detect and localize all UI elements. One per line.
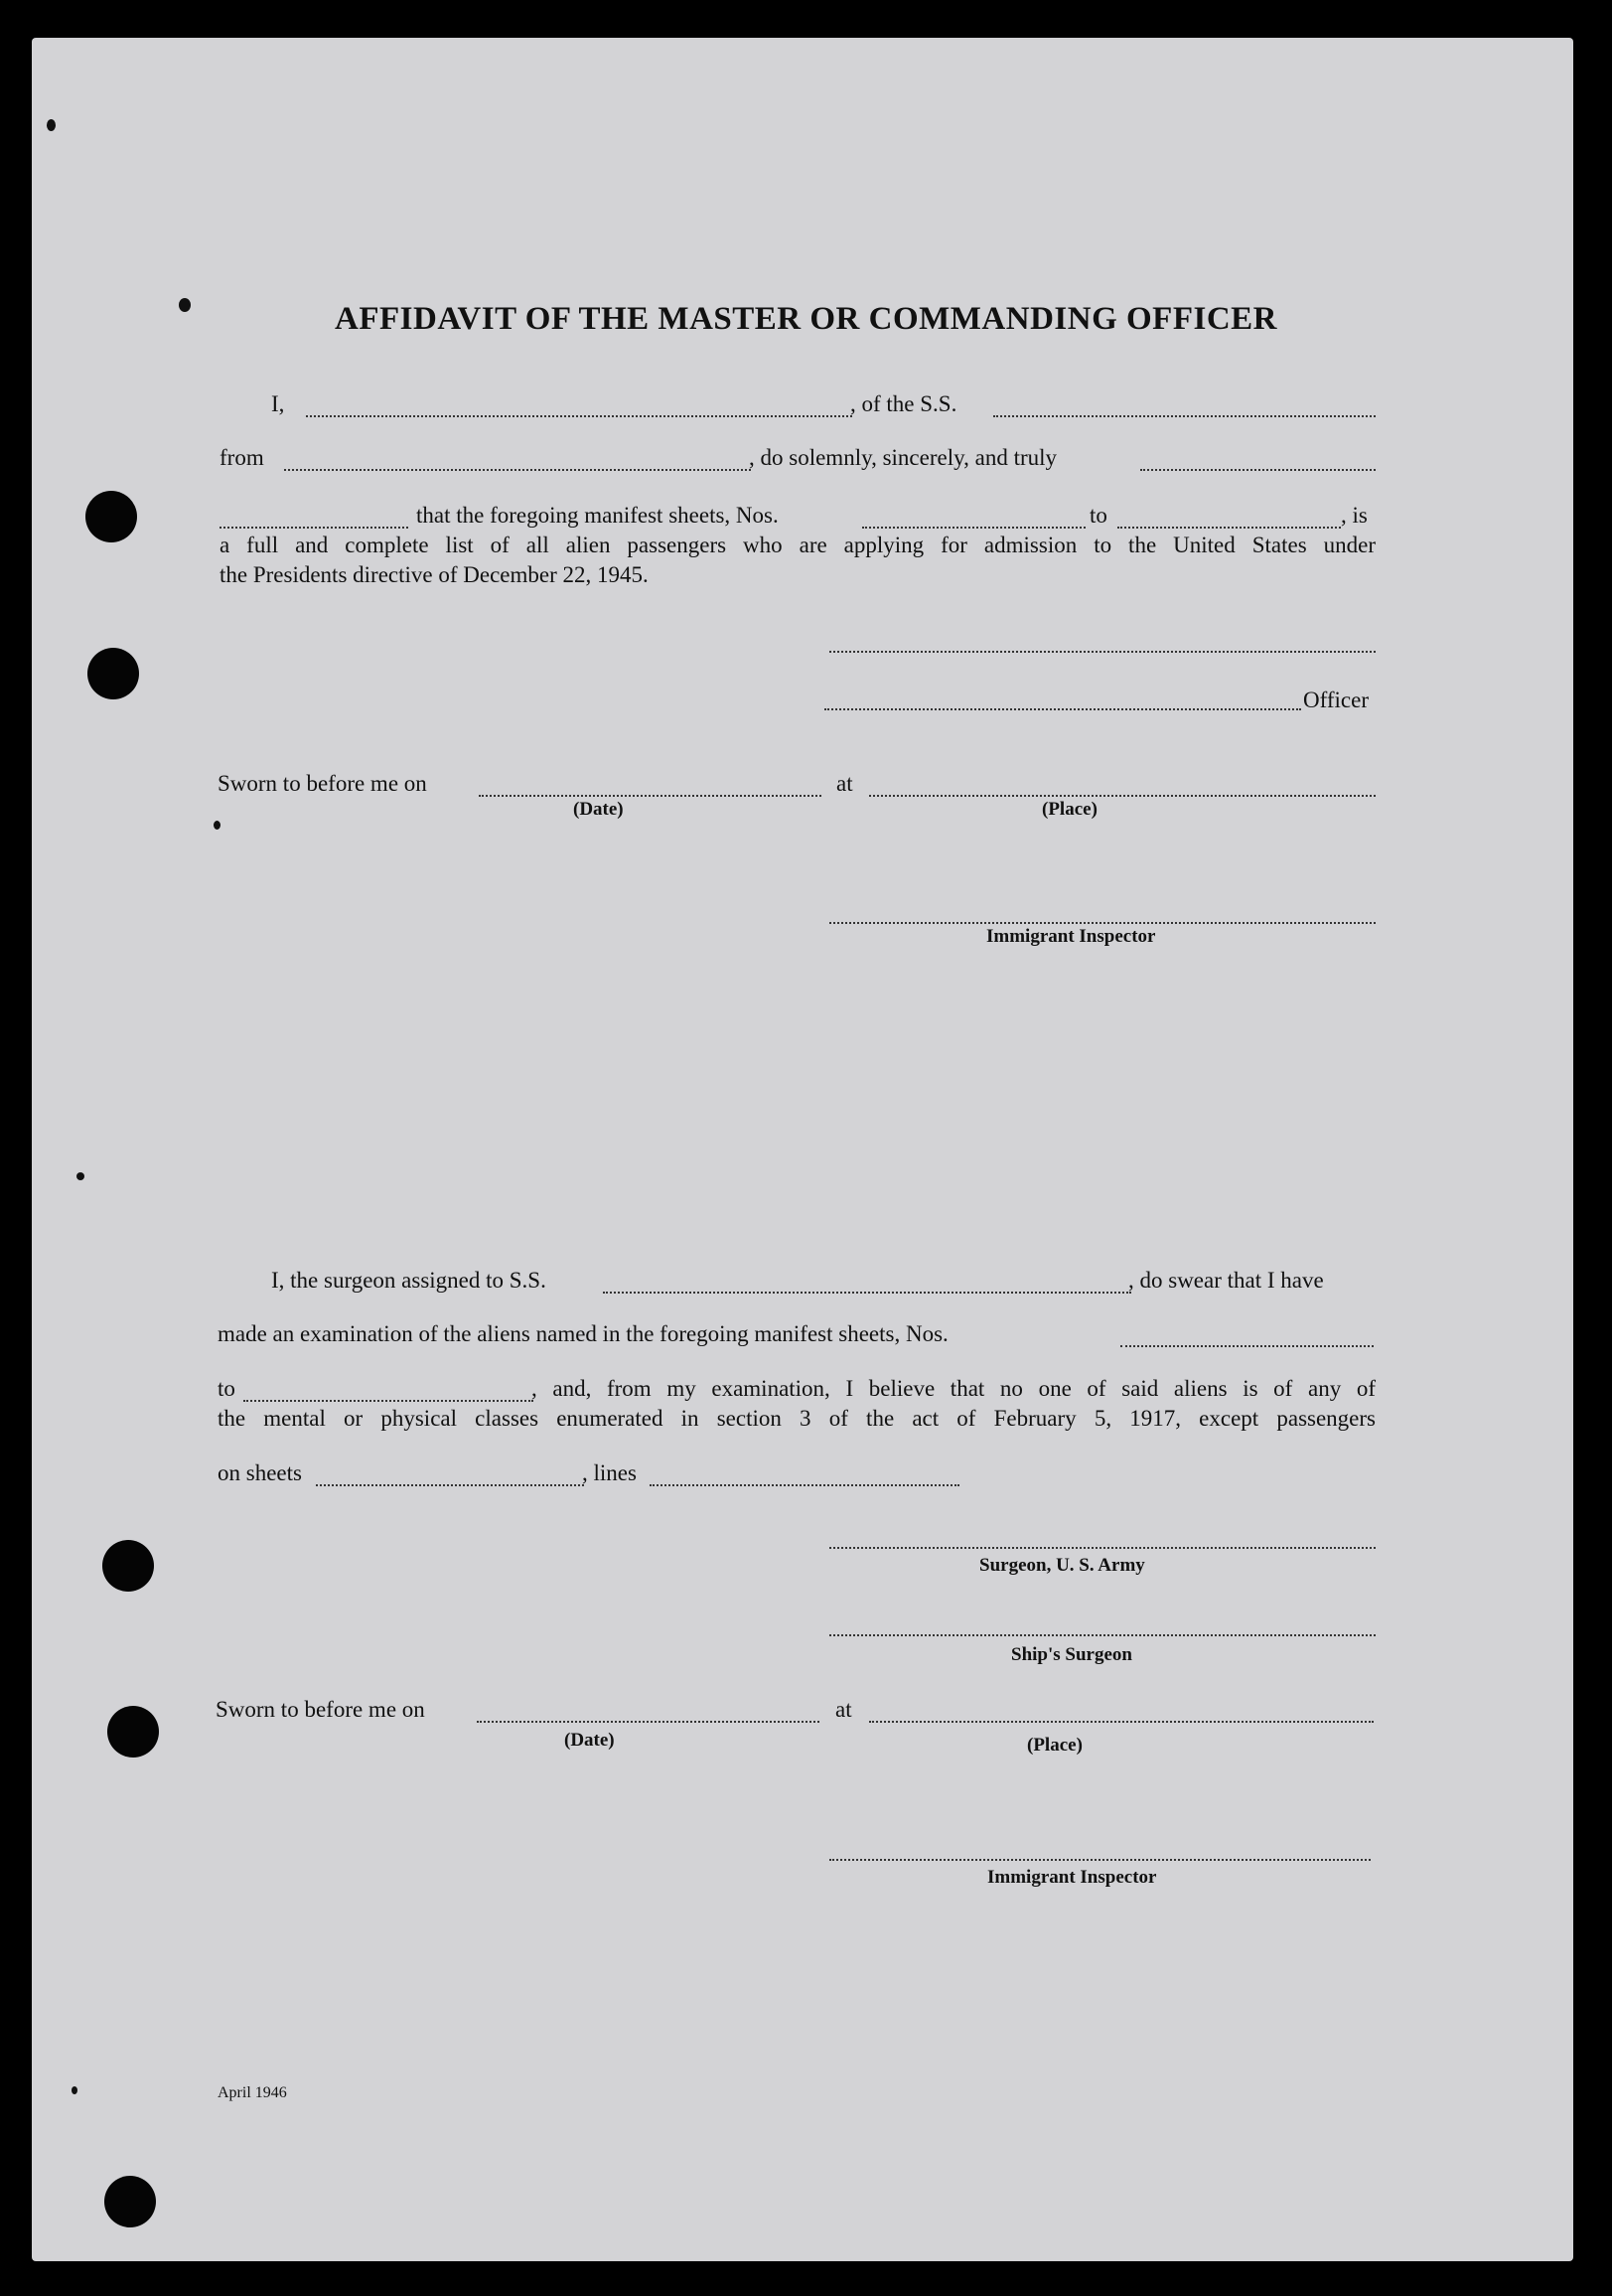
label-at: at: [836, 771, 853, 796]
surgeon-to-field[interactable]: [243, 1400, 533, 1402]
truly-field[interactable]: [1140, 469, 1376, 471]
sheets-field[interactable]: [316, 1484, 584, 1486]
sworn-place-field[interactable]: [869, 795, 1376, 797]
inspector-signature-line-2[interactable]: [829, 1859, 1371, 1861]
place-caption: (Place): [1042, 799, 1098, 820]
master-line-2: [0, 445, 1612, 485]
label-manifest: that the foregoing manifest sheets, Nos.: [416, 503, 779, 528]
oath-field[interactable]: [220, 527, 408, 529]
surgeon-ship-field[interactable]: [603, 1292, 1131, 1294]
date-caption-2: (Date): [564, 1730, 615, 1751]
army-surgeon-caption: Surgeon, U. S. Army: [979, 1555, 1145, 1576]
officer-label-row: [0, 688, 1612, 727]
surgeon-line-4: [0, 1406, 1612, 1446]
speck: [47, 119, 56, 131]
label-surgeon-to: to: [218, 1376, 235, 1401]
inspector-caption: Immigrant Inspector: [986, 926, 1156, 947]
label-lines: , lines: [582, 1460, 637, 1485]
army-surgeon-signature-line[interactable]: [829, 1547, 1376, 1549]
inspector-signature-line[interactable]: [829, 922, 1376, 924]
label-to: to: [1090, 503, 1107, 528]
officer-label: Officer: [1303, 688, 1369, 712]
label-sworn-2: Sworn to before me on: [216, 1697, 425, 1722]
place-caption-2: (Place): [1027, 1735, 1083, 1756]
lines-field[interactable]: [650, 1484, 959, 1486]
master-line-5: [0, 562, 1612, 602]
surgeon-text-2: made an examination of the aliens named in the foregoing manifest sheets, Nos.: [218, 1321, 949, 1346]
sworn-date-field-2[interactable]: [477, 1721, 819, 1723]
speck: [76, 1172, 84, 1180]
speck: [72, 2086, 77, 2094]
surgeon-sworn-line: [0, 1697, 1612, 1737]
form-date-footer: April 1946: [218, 2084, 287, 2101]
label-on-sheets: on sheets: [218, 1460, 302, 1485]
master-line-1: [0, 391, 1612, 431]
nos-to-field[interactable]: [1117, 527, 1341, 529]
label-is: , is: [1341, 503, 1368, 528]
surgeon-text-3: , and, from my examination, I believe that no one of said aliens is of any of: [531, 1376, 1376, 1401]
master-sworn-line: [0, 771, 1612, 811]
label-at-2: at: [835, 1697, 852, 1722]
label-solemnly: , do solemnly, sincerely, and truly: [749, 445, 1058, 470]
master-text-4: a full and complete list of all alien passengers who are applying for admission to the United States under: [220, 533, 1376, 557]
label-do-swear: , do swear that I have: [1128, 1268, 1324, 1293]
from-field[interactable]: [284, 469, 751, 471]
inspector-caption-2: Immigrant Inspector: [987, 1867, 1157, 1888]
label-of-ss: , of the S.S.: [850, 391, 957, 416]
master-text-5: the Presidents directive of December 22, 1945.: [220, 562, 649, 587]
form-title: AFFIDAVIT OF THE MASTER OR COMMANDING OFFICER: [335, 301, 1277, 337]
sworn-place-field-2[interactable]: [869, 1721, 1374, 1723]
surgeon-line-2: [0, 1321, 1612, 1361]
master-name-field[interactable]: [306, 415, 852, 417]
label-surgeon-assigned: I, the surgeon assigned to S.S.: [271, 1268, 546, 1293]
surgeon-line-5: [0, 1460, 1612, 1500]
sworn-date-field[interactable]: [479, 795, 821, 797]
date-caption: (Date): [573, 799, 624, 820]
surgeon-nos-field[interactable]: [1120, 1345, 1374, 1347]
officer-signature-line-1[interactable]: [829, 651, 1376, 653]
speck: [214, 821, 220, 830]
punch-hole: [102, 1540, 154, 1592]
ship-surgeon-signature-line[interactable]: [829, 1634, 1376, 1636]
label-from: from: [220, 445, 264, 470]
label-sworn: Sworn to before me on: [218, 771, 427, 796]
surgeon-text-4: the mental or physical classes enumerated in section 3 of the act of February 5, 1917, except passengers: [218, 1406, 1376, 1431]
ship-surgeon-caption: Ship's Surgeon: [1011, 1644, 1132, 1665]
label-i: I,: [271, 391, 285, 416]
form-page: [32, 38, 1573, 2261]
punch-hole: [104, 2176, 156, 2227]
surgeon-line-1: [0, 1268, 1612, 1307]
nos-from-field[interactable]: [862, 527, 1086, 529]
ship-name-field[interactable]: [993, 415, 1376, 417]
